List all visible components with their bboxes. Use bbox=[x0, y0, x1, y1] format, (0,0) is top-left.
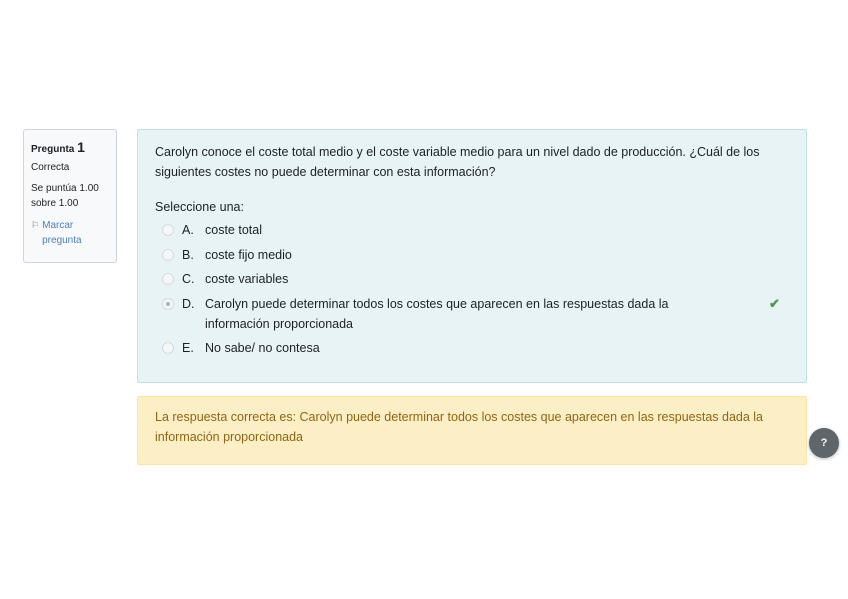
answer-radio-e[interactable] bbox=[162, 342, 174, 354]
answer-letter: B. bbox=[182, 247, 194, 262]
flag-icon: ⚐ bbox=[31, 220, 40, 230]
help-button[interactable] bbox=[809, 428, 839, 458]
answer-text: coste total bbox=[205, 223, 262, 237]
answer-radio-c[interactable] bbox=[162, 273, 174, 285]
correct-answer-feedback bbox=[137, 396, 807, 465]
answer-radio-d[interactable] bbox=[162, 298, 174, 310]
answer-letter: E. bbox=[182, 341, 194, 355]
feedback-text: La respuesta correcta es: Carolyn puede determinar todos los costes que aparecen en las respuestas dada la información proporcionada bbox=[155, 410, 764, 444]
answer-prompt: Seleccione una: bbox=[155, 200, 244, 214]
question-grade: Se puntúa 1.00 sobre 1.00 bbox=[31, 183, 99, 209]
answer-list bbox=[155, 220, 789, 358]
answer-radio-a[interactable] bbox=[162, 224, 174, 236]
question-state: Correcta bbox=[31, 162, 70, 173]
question-info bbox=[23, 129, 117, 263]
answer-option-a[interactable] bbox=[155, 220, 789, 240]
answer-radio-b[interactable] bbox=[162, 249, 174, 261]
flag-question-label: Marcar pregunta bbox=[42, 220, 82, 246]
answer-text: No sabe/ no contesa bbox=[205, 341, 320, 355]
answer-option-c[interactable] bbox=[155, 269, 789, 289]
question-heading-label: Pregunta bbox=[31, 144, 75, 155]
answer-letter: C. bbox=[182, 272, 195, 286]
question-number: 1 bbox=[77, 139, 85, 155]
flag-question-link[interactable] bbox=[31, 218, 109, 248]
answer-text: coste fijo medio bbox=[205, 247, 292, 262]
answer-letter: A. bbox=[182, 223, 194, 237]
answer-option-b[interactable] bbox=[155, 245, 789, 265]
check-icon: ✔ bbox=[769, 295, 780, 311]
answer-letter: D. bbox=[182, 296, 195, 311]
answer-text: coste variables bbox=[205, 272, 289, 286]
answer-option-d[interactable] bbox=[155, 294, 789, 334]
question-heading bbox=[31, 139, 109, 155]
question-content bbox=[137, 129, 807, 383]
answer-option-e[interactable] bbox=[155, 338, 789, 358]
question-text: Carolyn conoce el coste total medio y el coste variable medio para un nivel dado de producción. ¿Cuál de los siguientes costes no puede determinar con esta información? bbox=[155, 145, 760, 179]
help-label: ? bbox=[820, 437, 828, 449]
answer-text: Carolyn puede determinar todos los costes que aparecen en las respuestas dada la información proporcionada bbox=[205, 296, 669, 331]
